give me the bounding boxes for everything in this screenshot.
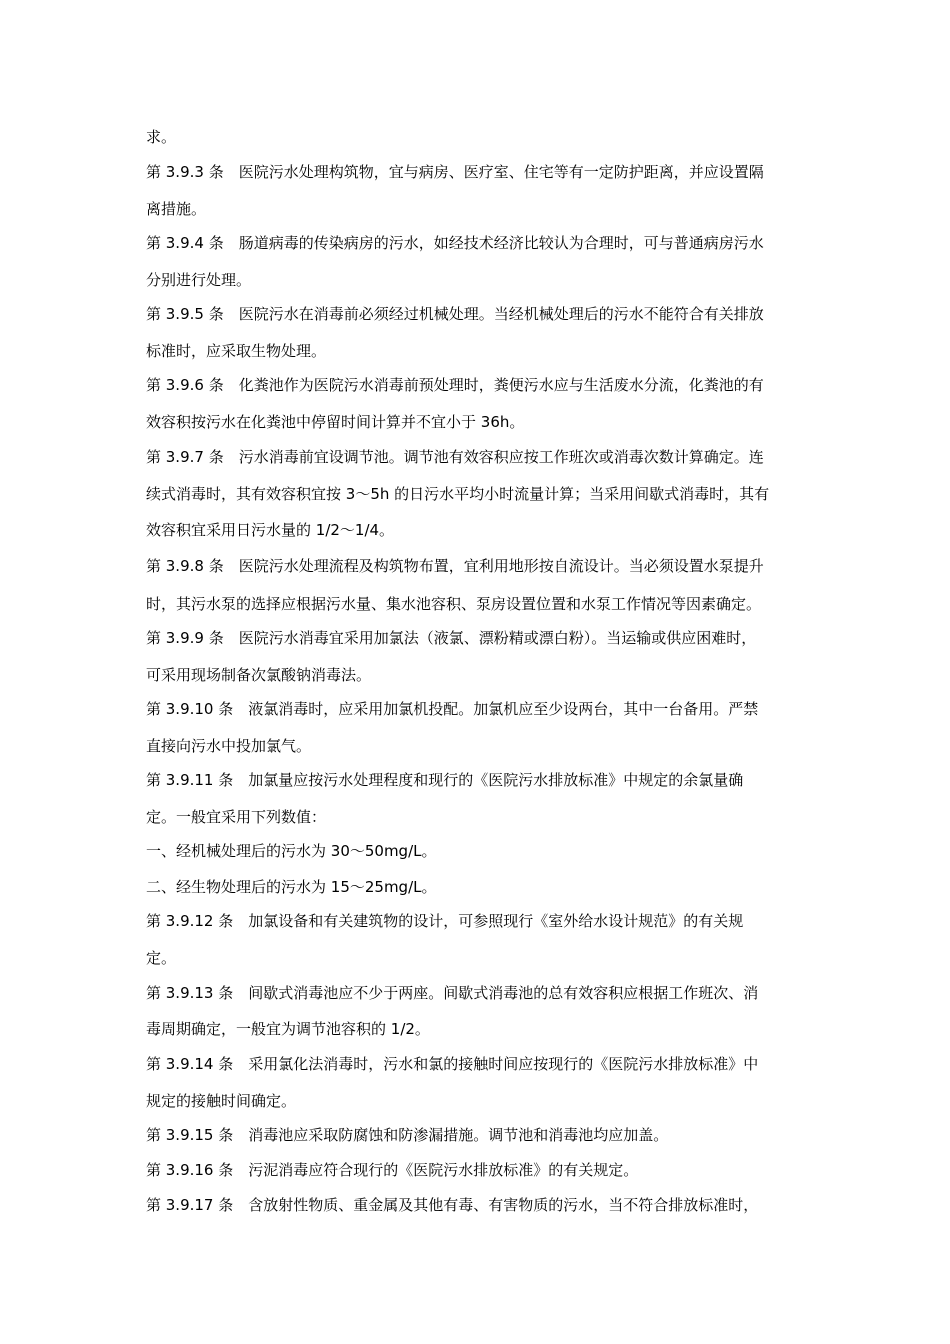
text-line: 第 3.9.17 条 含放射性物质、重金属及其他有毒、有害物质的污水，当不符合排放标准时，	[146, 1196, 759, 1214]
text-line: 可采用现场制备次氯酸钠消毒法。	[146, 666, 372, 684]
text-line: 第 3.9.12 条 加氯设备和有关建筑物的设计，可参照现行《室外给水设计规范》的有关规	[146, 912, 744, 930]
text-line: 离措施。	[146, 200, 207, 218]
text-line: 第 3.9.11 条 加氯量应按污水处理程度和现行的《医院污水排放标准》中规定的余氯量确	[146, 771, 744, 789]
text-line: 二、经生物处理后的污水为 15～25mg/L。	[146, 878, 437, 896]
text-line: 第 3.9.14 条 采用氯化法消毒时，污水和氯的接触时间应按现行的《医院污水排放标准》中	[146, 1055, 759, 1073]
text-line: 第 3.9.15 条 消毒池应采取防腐蚀和防渗漏措施。调节池和消毒池均应加盖。	[146, 1126, 669, 1144]
text-line: 第 3.9.6 条 化粪池作为医院污水消毒前预处理时，粪便污水应与生活废水分流，化粪池的有	[146, 376, 764, 394]
text-line: 时，其污水泵的选择应根据污水量、集水池容积、泵房设置位置和水泵工作情况等因素确定。	[146, 595, 762, 613]
text-line: 第 3.9.3 条 医院污水处理构筑物，宜与病房、医疗室、住宅等有一定防护距离，并应设置隔	[146, 163, 764, 181]
text-line: 定。	[146, 949, 177, 967]
text-line: 第 3.9.10 条 液氯消毒时，应采用加氯机投配。加氯机应至少设两台，其中一台备用。严禁	[146, 700, 759, 718]
text-line: 毒周期确定，一般宜为调节池容积的 1/2。	[146, 1020, 430, 1038]
text-line: 标准时，应采取生物处理。	[146, 342, 327, 360]
text-line: 第 3.9.13 条 间歇式消毒池应不少于两座。间歇式消毒池的总有效容积应根据工作班次、消	[146, 984, 759, 1002]
text-line: 直接向污水中投加氯气。	[146, 737, 312, 755]
text-line: 第 3.9.9 条 医院污水消毒宜采用加氯法（液氯、漂粉精或漂白粉）。当运输或供应困难时，	[146, 629, 757, 647]
text-line: 求。	[146, 128, 177, 146]
text-line: 一、经机械处理后的污水为 30～50mg/L。	[146, 842, 437, 860]
text-line: 第 3.9.5 条 医院污水在消毒前必须经过机械处理。当经机械处理后的污水不能符合有关排放	[146, 305, 764, 323]
text-line: 分别进行处理。	[146, 271, 252, 289]
text-line: 定。一般宜采用下列数值：	[146, 808, 327, 826]
text-line: 第 3.9.16 条 污泥消毒应符合现行的《医院污水排放标准》的有关规定。	[146, 1161, 639, 1179]
text-line: 第 3.9.4 条 肠道病毒的传染病房的污水，如经技术经济比较认为合理时，可与普通病房污水	[146, 234, 764, 252]
text-line: 第 3.9.8 条 医院污水处理流程及构筑物布置，宜利用地形按自流设计。当必须设置水泵提升	[146, 557, 764, 575]
text-line: 规定的接触时间确定。	[146, 1092, 297, 1110]
text-line: 第 3.9.7 条 污水消毒前宜设调节池。调节池有效容积应按工作班次或消毒次数计算确定。连	[146, 448, 764, 466]
text-line: 效容积按污水在化粪池中停留时间计算并不宜小于 36h。	[146, 413, 525, 431]
text-line: 效容积宜采用日污水量的 1/2～1/4。	[146, 521, 395, 539]
text-line: 续式消毒时，其有效容积宜按 3～5h 的日污水平均小时流量计算；当采用间歇式消毒时，其有	[146, 485, 770, 503]
